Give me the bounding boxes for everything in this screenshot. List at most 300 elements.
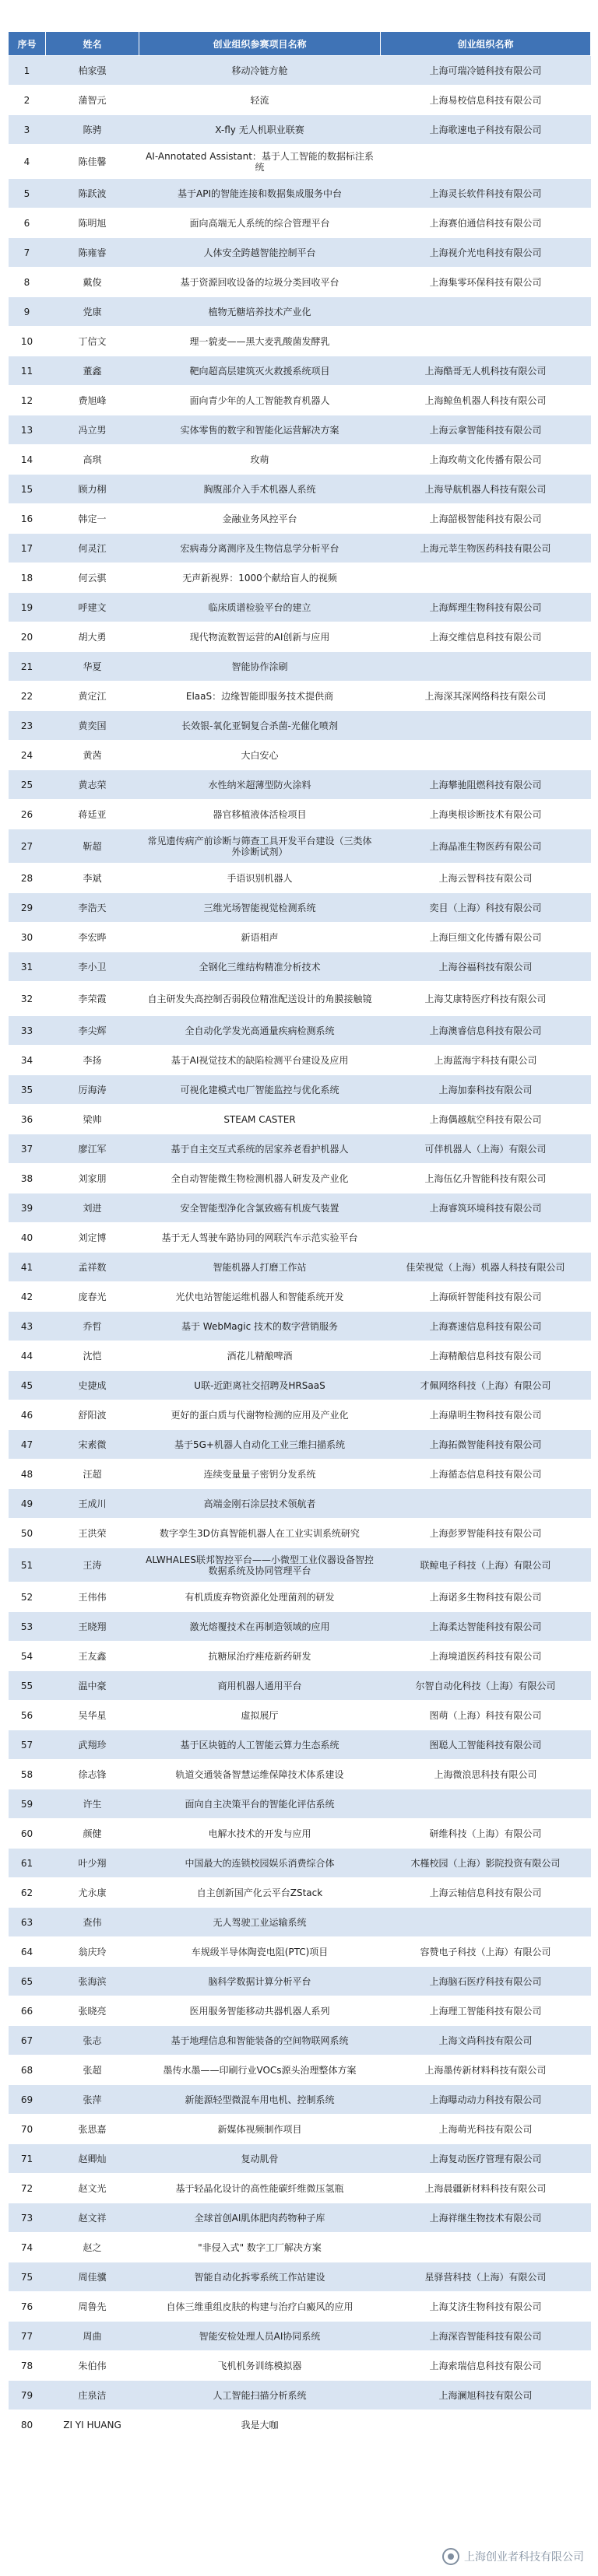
row-org-cell: 上海导航机器人科技有限公司 [381, 475, 591, 504]
table-row [9, 1642, 591, 1671]
row-no-cell: 65 [9, 1967, 46, 1996]
table-row [9, 356, 591, 386]
row-no-cell: 42 [9, 1282, 46, 1312]
row-no-cell: 59 [9, 1789, 46, 1819]
row-name-cell: 黄茜 [46, 741, 139, 770]
row-no-cell: 40 [9, 1223, 46, 1253]
row-org-cell: 上海脑石医疗科技有限公司 [381, 1967, 591, 1996]
row-no-cell: 11 [9, 356, 46, 386]
watermark [442, 2548, 584, 2565]
row-no-cell: 73 [9, 2203, 46, 2233]
table-row [9, 864, 591, 893]
row-name-cell: 赵文祥 [46, 2203, 139, 2233]
row-project-cell: "非侵入式" 数字工厂解决方案 [139, 2233, 381, 2262]
row-project-cell: 虚拟展厅 [139, 1701, 381, 1730]
row-no-cell: 41 [9, 1253, 46, 1282]
row-project-cell: 无人驾驶工业运输系统 [139, 1908, 381, 1937]
table-row [9, 2351, 591, 2381]
row-org-cell: 上海加泰科技有限公司 [381, 1075, 591, 1105]
row-org-cell: 才佩网络科技（上海）有限公司 [381, 1371, 591, 1400]
row-org-cell: 上海循态信息科技有限公司 [381, 1460, 591, 1489]
row-name-cell: 丁信文 [46, 327, 139, 356]
table-row [9, 2203, 591, 2233]
row-project-cell: 安全智能型净化含氯致癌有机废气装置 [139, 1193, 381, 1223]
row-no-cell: 30 [9, 923, 46, 952]
table-row [9, 1760, 591, 1789]
row-project-cell: 连续变量量子密钥分发系统 [139, 1460, 381, 1489]
table-row [9, 2085, 591, 2115]
table-row [9, 622, 591, 652]
row-no-cell: 79 [9, 2381, 46, 2410]
table-row [9, 711, 591, 741]
row-no-cell: 24 [9, 741, 46, 770]
row-no-cell: 72 [9, 2174, 46, 2203]
row-org-cell: 上海彭罗智能科技有限公司 [381, 1519, 591, 1548]
table-row [9, 268, 591, 297]
row-name-cell: 靳超 [46, 829, 139, 864]
row-org-cell: 星驿营科技（上海）有限公司 [381, 2262, 591, 2292]
row-project-cell: 轻流 [139, 86, 381, 115]
table-row [9, 1371, 591, 1400]
row-org-cell: 上海微浪思科技有限公司 [381, 1760, 591, 1789]
row-no-cell: 71 [9, 2144, 46, 2174]
row-name-cell: 张超 [46, 2056, 139, 2085]
row-project-cell: 面向自主决策平台的智能化评估系统 [139, 1789, 381, 1819]
row-org-cell: 上海奥根诊断技术有限公司 [381, 800, 591, 829]
row-name-cell: 史捷成 [46, 1371, 139, 1400]
row-name-cell: 李斌 [46, 864, 139, 893]
row-name-cell: 冯立男 [46, 415, 139, 445]
row-project-cell: 现代物流数智运营的AI创新与应用 [139, 622, 381, 652]
row-project-cell: 基于5G+机器人自动化工业三维扫描系统 [139, 1430, 381, 1460]
table-header [9, 32, 591, 56]
row-org-cell [381, 145, 591, 179]
row-name-cell: 陈雍睿 [46, 238, 139, 268]
row-name-cell: 李扬 [46, 1046, 139, 1075]
row-project-cell: 基于轻晶化设计的高性能碳纤维微压氢瓶 [139, 2174, 381, 2203]
table-row [9, 2233, 591, 2262]
row-project-cell: 复动肌骨 [139, 2144, 381, 2174]
table-row [9, 1400, 591, 1430]
row-project-cell: 新语相声 [139, 923, 381, 952]
row-project-cell: 轨道交通装备智慧运维保障技术体系建设 [139, 1760, 381, 1789]
row-name-cell: 李宏晔 [46, 923, 139, 952]
row-name-cell: 周佳骥 [46, 2262, 139, 2292]
table-row [9, 770, 591, 800]
row-name-cell: 李荣霞 [46, 982, 139, 1016]
table-row [9, 1612, 591, 1642]
row-name-cell: 朱伯伟 [46, 2351, 139, 2381]
row-project-cell: 智能机器人打磨工作站 [139, 1253, 381, 1282]
row-org-cell: 上海艾康特医疗科技有限公司 [381, 982, 591, 1016]
row-name-cell: 叶少翔 [46, 1849, 139, 1878]
row-org-cell: 上海可瑞冷链科技有限公司 [381, 56, 591, 86]
table-row [9, 952, 591, 982]
row-name-cell: 费旭峰 [46, 386, 139, 415]
row-project-cell: 基于自主交互式系统的居家养老看护机器人 [139, 1134, 381, 1164]
row-org-cell: 上海艾济生物科技有限公司 [381, 2292, 591, 2322]
row-org-cell: 研维科技（上海）有限公司 [381, 1819, 591, 1849]
row-org-cell: 上海深咨智能科技有限公司 [381, 2322, 591, 2351]
row-no-cell: 33 [9, 1016, 46, 1046]
row-name-cell: 汪超 [46, 1460, 139, 1489]
row-project-cell: 智能自动化拆零系统工作站建设 [139, 2262, 381, 2292]
table-row [9, 1134, 591, 1164]
row-no-cell: 29 [9, 893, 46, 923]
table-row [9, 115, 591, 145]
row-project-cell: 临床质谱检验平台的建立 [139, 593, 381, 622]
row-project-cell: 大白安心 [139, 741, 381, 770]
row-project-cell: 基于区块链的人工智能云算力生态系统 [139, 1730, 381, 1760]
row-no-cell: 1 [9, 56, 46, 86]
row-no-cell: 46 [9, 1400, 46, 1430]
row-name-cell: 赵之 [46, 2233, 139, 2262]
table-row [9, 1016, 591, 1046]
row-project-cell: 胸腹部介入手术机器人系统 [139, 475, 381, 504]
row-name-cell: 李浩天 [46, 893, 139, 923]
row-name-cell: 吴华星 [46, 1701, 139, 1730]
row-project-cell: 基于API的智能连接和数据集成服务中台 [139, 179, 381, 209]
row-project-cell: 全球首创AI肌体肥肉药物种子库 [139, 2203, 381, 2233]
row-project-cell: AI-Annotated Assistant：基于人工智能的数据标注系统 [139, 145, 381, 179]
table-row [9, 534, 591, 563]
row-name-cell: 周鲁先 [46, 2292, 139, 2322]
watermark-text: 上海创业者科技有限公司 [464, 2551, 584, 2564]
row-project-cell: 有机质废弃物资源化处理菌剂的研发 [139, 1582, 381, 1612]
row-org-cell [381, 297, 591, 327]
row-no-cell: 25 [9, 770, 46, 800]
row-name-cell: 张志 [46, 2026, 139, 2056]
row-no-cell: 50 [9, 1519, 46, 1548]
row-name-cell: 黄志荣 [46, 770, 139, 800]
row-project-cell: 高端金刚石涂层技术领航者 [139, 1489, 381, 1519]
table-row [9, 2292, 591, 2322]
row-name-cell: 宋素微 [46, 1430, 139, 1460]
row-project-cell: STEAM CASTER [139, 1105, 381, 1134]
header-name: 姓名 [46, 32, 139, 56]
row-name-cell: 孟祥数 [46, 1253, 139, 1282]
row-org-cell: 上海玫萌文化传播有限公司 [381, 445, 591, 475]
row-org-cell: 上海境道医药科技有限公司 [381, 1642, 591, 1671]
row-no-cell: 47 [9, 1430, 46, 1460]
table-row [9, 1582, 591, 1612]
row-org-cell [381, 652, 591, 682]
row-org-cell: 上海墨传新材料科技有限公司 [381, 2056, 591, 2085]
row-org-cell: 上海交维信息科技有限公司 [381, 622, 591, 652]
table-row [9, 386, 591, 415]
row-org-cell: 图萌（上海）科技有限公司 [381, 1701, 591, 1730]
row-no-cell: 55 [9, 1671, 46, 1701]
row-project-cell: 我是大咖 [139, 2410, 381, 2440]
row-no-cell: 54 [9, 1642, 46, 1671]
row-project-cell: 全自动智能微生物检测机器人研发及产业化 [139, 1164, 381, 1193]
header-org: 创业组织名称 [381, 32, 591, 56]
row-name-cell: 陈跃波 [46, 179, 139, 209]
row-project-cell: 中国最大的连锁校园娱乐消费综合体 [139, 1849, 381, 1878]
table-row [9, 445, 591, 475]
row-name-cell: 刘家朋 [46, 1164, 139, 1193]
row-no-cell: 32 [9, 982, 46, 1016]
table-row [9, 297, 591, 327]
row-org-cell: 上海视介光电科技有限公司 [381, 238, 591, 268]
row-project-cell: 飞机机务训练模拟器 [139, 2351, 381, 2381]
header-row [9, 32, 591, 56]
row-name-cell: 陈骋 [46, 115, 139, 145]
table-row [9, 2381, 591, 2410]
table-row [9, 1819, 591, 1849]
row-name-cell: 胡大勇 [46, 622, 139, 652]
row-name-cell: 颜健 [46, 1819, 139, 1849]
row-no-cell: 57 [9, 1730, 46, 1760]
row-no-cell: 17 [9, 534, 46, 563]
table-row [9, 415, 591, 445]
table-row [9, 1937, 591, 1967]
row-project-cell: 宏病毒分离测序及生物信息学分析平台 [139, 534, 381, 563]
row-no-cell: 66 [9, 1996, 46, 2026]
row-org-cell: 木槿校园（上海）影院投资有限公司 [381, 1849, 591, 1878]
row-project-cell: 数字孪生3D仿真智能机器人在工业实训系统研究 [139, 1519, 381, 1548]
row-project-cell: 基于AI视觉技术的缺陷检测平台建设及应用 [139, 1046, 381, 1075]
table-row [9, 2174, 591, 2203]
row-name-cell: 庞春光 [46, 1282, 139, 1312]
row-project-cell: 新能源轻型微混车用电机、控制系统 [139, 2085, 381, 2115]
row-org-cell: 上海元莘生物医药科技有限公司 [381, 534, 591, 563]
row-no-cell: 16 [9, 504, 46, 534]
row-no-cell: 28 [9, 864, 46, 893]
row-org-cell: 上海深其深网络科技有限公司 [381, 682, 591, 711]
table-row [9, 741, 591, 770]
row-org-cell [381, 1489, 591, 1519]
row-org-cell [381, 711, 591, 741]
row-project-cell: 酒花儿精酿啤酒 [139, 1341, 381, 1371]
table-row [9, 1312, 591, 1341]
row-no-cell: 56 [9, 1701, 46, 1730]
row-project-cell: 脑科学数据计算分析平台 [139, 1967, 381, 1996]
row-project-cell: 人体安全跨越智能控制平台 [139, 238, 381, 268]
row-name-cell: 蒋廷亚 [46, 800, 139, 829]
row-no-cell: 52 [9, 1582, 46, 1612]
row-org-cell: 可伴机器人（上海）有限公司 [381, 1134, 591, 1164]
row-name-cell: 陈明旭 [46, 209, 139, 238]
row-project-cell: 面向高端无人系统的综合管理平台 [139, 209, 381, 238]
row-no-cell: 37 [9, 1134, 46, 1164]
row-no-cell: 69 [9, 2085, 46, 2115]
row-project-cell: ALWHALES联邦智控平台——小微型工业仪器设备智控数据系统及协同管理平台 [139, 1548, 381, 1582]
row-name-cell: 张海滨 [46, 1967, 139, 1996]
row-name-cell: 高琪 [46, 445, 139, 475]
row-org-cell [381, 327, 591, 356]
row-project-cell: 三维光场智能视觉检测系统 [139, 893, 381, 923]
row-no-cell: 64 [9, 1937, 46, 1967]
table-row [9, 1730, 591, 1760]
row-name-cell: 王成川 [46, 1489, 139, 1519]
row-no-cell: 75 [9, 2262, 46, 2292]
row-no-cell: 58 [9, 1760, 46, 1789]
table-row [9, 1789, 591, 1819]
row-org-cell: 上海蓝海宇科技有限公司 [381, 1046, 591, 1075]
table-row [9, 1908, 591, 1937]
row-org-cell: 容赞电子科技（上海）有限公司 [381, 1937, 591, 1967]
table-row [9, 1460, 591, 1489]
row-name-cell: 韩定一 [46, 504, 139, 534]
row-project-cell: 智能协作涂刷 [139, 652, 381, 682]
award-table [8, 31, 591, 2440]
row-org-cell: 上海偶越航空科技有限公司 [381, 1105, 591, 1134]
row-name-cell: 华夏 [46, 652, 139, 682]
row-org-cell: 上海诺多生物科技有限公司 [381, 1582, 591, 1612]
row-project-cell: 可视化建模式电厂智能监控与优化系统 [139, 1075, 381, 1105]
row-project-cell: 更好的蛋白质与代谢物检测的应用及产业化 [139, 1400, 381, 1430]
row-project-cell: 无声新视界：1000个献给盲人的视频 [139, 563, 381, 593]
table-row [9, 893, 591, 923]
row-name-cell: 王伟伟 [46, 1582, 139, 1612]
row-no-cell: 49 [9, 1489, 46, 1519]
table-row [9, 1223, 591, 1253]
row-name-cell: 李尖辉 [46, 1016, 139, 1046]
row-org-cell: 上海伍亿升智能科技有限公司 [381, 1164, 591, 1193]
row-name-cell: 王洪荣 [46, 1519, 139, 1548]
row-no-cell: 74 [9, 2233, 46, 2262]
row-org-cell: 上海赛伯通信科技有限公司 [381, 209, 591, 238]
row-no-cell: 53 [9, 1612, 46, 1642]
row-no-cell: 26 [9, 800, 46, 829]
row-no-cell: 48 [9, 1460, 46, 1489]
row-name-cell: 赵文光 [46, 2174, 139, 2203]
row-project-cell: 手语识别机器人 [139, 864, 381, 893]
row-name-cell: 翁庆玲 [46, 1937, 139, 1967]
table-row [9, 1996, 591, 2026]
row-name-cell: 刘进 [46, 1193, 139, 1223]
table-row [9, 1701, 591, 1730]
row-no-cell: 7 [9, 238, 46, 268]
row-no-cell: 34 [9, 1046, 46, 1075]
row-no-cell: 76 [9, 2292, 46, 2322]
row-name-cell: 乔哲 [46, 1312, 139, 1341]
row-project-cell: 植物无糖培养技术产业化 [139, 297, 381, 327]
row-no-cell: 36 [9, 1105, 46, 1134]
header-project: 创业组织参赛项目名称 [139, 32, 381, 56]
row-name-cell: 黄定江 [46, 682, 139, 711]
table-row [9, 923, 591, 952]
row-name-cell: 王晓翔 [46, 1612, 139, 1642]
table-row [9, 179, 591, 209]
row-name-cell: 尤永康 [46, 1878, 139, 1908]
table-row [9, 829, 591, 864]
table-row [9, 86, 591, 115]
row-org-cell [381, 1908, 591, 1937]
row-no-cell: 23 [9, 711, 46, 741]
row-no-cell: 70 [9, 2115, 46, 2144]
row-name-cell: 庄泉洁 [46, 2381, 139, 2410]
row-org-cell: 佳荣视觉（上海）机器人科技有限公司 [381, 1253, 591, 1282]
table-row [9, 1671, 591, 1701]
row-org-cell: 上海萌光科技有限公司 [381, 2115, 591, 2144]
table-row [9, 145, 591, 179]
row-no-cell: 5 [9, 179, 46, 209]
table-row [9, 1105, 591, 1134]
row-project-cell: 靶向超高层建筑灭火救援系统项目 [139, 356, 381, 386]
table-row [9, 593, 591, 622]
row-project-cell: 墨传水墨——印刷行业VOCs源头治理整体方案 [139, 2056, 381, 2085]
row-org-cell: 奕目（上海）科技有限公司 [381, 893, 591, 923]
row-org-cell: 上海曝动动力科技有限公司 [381, 2085, 591, 2115]
row-name-cell: 李小卫 [46, 952, 139, 982]
row-project-cell: 常见遗传病产前诊断与筛查工具开发平台建设（三类体外诊断试剂） [139, 829, 381, 864]
table-row [9, 652, 591, 682]
row-org-cell: 上海云轴信息科技有限公司 [381, 1878, 591, 1908]
row-org-cell: 尔智自动化科技（上海）有限公司 [381, 1671, 591, 1701]
row-org-cell: 上海硕轩智能科技有限公司 [381, 1282, 591, 1312]
row-no-cell: 2 [9, 86, 46, 115]
row-project-cell: 医用服务智能移动共器机器人系列 [139, 1996, 381, 2026]
row-project-cell: 光伏电站智能运维机器人和智能系统开发 [139, 1282, 381, 1312]
table-row [9, 1489, 591, 1519]
row-project-cell: 全钢化三维结构精准分析技术 [139, 952, 381, 982]
table-row [9, 1430, 591, 1460]
row-no-cell: 18 [9, 563, 46, 593]
row-org-cell: 上海云智科技有限公司 [381, 864, 591, 893]
row-project-cell: 车规级半导体陶瓷电阻(PTC)项目 [139, 1937, 381, 1967]
row-org-cell: 上海赛速信息科技有限公司 [381, 1312, 591, 1341]
row-name-cell: 蒲智元 [46, 86, 139, 115]
row-name-cell: 何灵江 [46, 534, 139, 563]
row-org-cell: 上海攀驰阻燃科技有限公司 [381, 770, 591, 800]
table-row [9, 2144, 591, 2174]
header-no: 序号 [9, 32, 46, 56]
row-name-cell: 王涛 [46, 1548, 139, 1582]
row-org-cell: 上海文尚科技有限公司 [381, 2026, 591, 2056]
row-no-cell: 19 [9, 593, 46, 622]
row-no-cell: 38 [9, 1164, 46, 1193]
row-no-cell: 51 [9, 1548, 46, 1582]
row-org-cell: 上海索瑞信息科技有限公司 [381, 2351, 591, 2381]
row-no-cell: 61 [9, 1849, 46, 1878]
table-row [9, 1967, 591, 1996]
table-row [9, 1164, 591, 1193]
row-org-cell: 联鲸电子科技（上海）有限公司 [381, 1548, 591, 1582]
row-no-cell: 10 [9, 327, 46, 356]
row-name-cell: 查伟 [46, 1908, 139, 1937]
row-name-cell: 沈恺 [46, 1341, 139, 1371]
row-org-cell: 上海睿筑环境科技有限公司 [381, 1193, 591, 1223]
row-org-cell: 上海澳睿信息科技有限公司 [381, 1016, 591, 1046]
row-name-cell: 张萍 [46, 2085, 139, 2115]
row-org-cell: 上海歌速电子科技有限公司 [381, 115, 591, 145]
row-no-cell: 45 [9, 1371, 46, 1400]
table-row [9, 209, 591, 238]
row-no-cell: 62 [9, 1878, 46, 1908]
row-org-cell [381, 741, 591, 770]
table-row [9, 1253, 591, 1282]
row-no-cell: 63 [9, 1908, 46, 1937]
row-org-cell: 上海谷福科技有限公司 [381, 952, 591, 982]
row-no-cell: 60 [9, 1819, 46, 1849]
row-org-cell: 上海云拿智能科技有限公司 [381, 415, 591, 445]
table-row [9, 2056, 591, 2085]
row-project-cell: 智能安检处理人员AI协同系统 [139, 2322, 381, 2351]
row-org-cell: 上海柔达智能科技有限公司 [381, 1612, 591, 1642]
row-project-cell: 玫萌 [139, 445, 381, 475]
row-project-cell: 移动冷链方舱 [139, 56, 381, 86]
row-org-cell: 上海祥继生物技术有限公司 [381, 2203, 591, 2233]
row-name-cell: 许生 [46, 1789, 139, 1819]
row-no-cell: 12 [9, 386, 46, 415]
row-org-cell: 上海拓微智能科技有限公司 [381, 1430, 591, 1460]
award-list-sheet [8, 31, 590, 2440]
row-org-cell [381, 1789, 591, 1819]
row-project-cell: 器官移植液体活检项目 [139, 800, 381, 829]
table-row [9, 1878, 591, 1908]
